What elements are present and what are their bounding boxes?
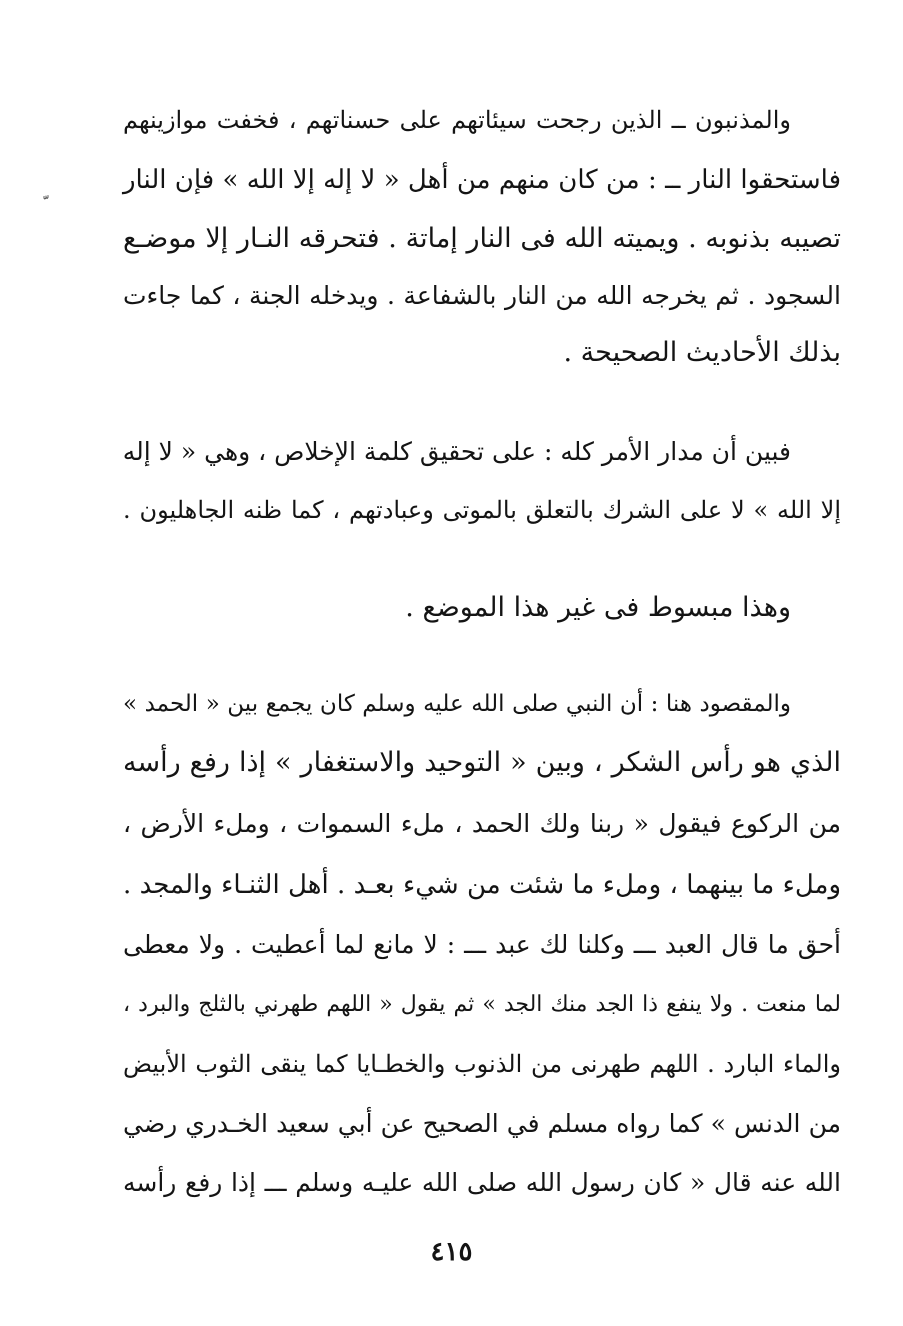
paragraph-2-line-2: إلا الله » لا على الشرك بالتعلق بالموتى وعبادتهم ، كما ظنه الجاهليون . — [123, 496, 841, 524]
paragraph-1-line-5: بذلك الأحاديث الصحيحة . — [563, 337, 841, 368]
paragraph-1-line-4: السجود . ثم يخرجه الله من النار بالشفاعة . ويدخله الجنة ، كما جاءت — [123, 281, 841, 310]
paragraph-4-line-4: وملء ما بينهما ، وملء ما شئت من شيء بعـد . أهل الثنـاء والمجد . — [123, 870, 841, 900]
paragraph-4-line-1: والمقصود هنا : أن النبي صلى الله عليه وسلم كان يجمع بين « الحمد » — [123, 691, 791, 717]
paragraph-4-line-9: الله عنه قال « كان رسول الله صلى الله عليـه وسلم ـــ إذا رفع رأسه — [123, 1168, 841, 1197]
paragraph-1-line-3: تصيبه بذنوبه . ويميته الله فى النار إماتة . فتحرقه النـار إلا موضـع — [123, 223, 841, 254]
paragraph-1-line-2: فاستحقوا النار ــ : من كان منهم من أهل « لا إله إلا الله » فإن النار — [123, 165, 841, 195]
paragraph-4-line-8: من الدنس » كما رواه مسلم في الصحيح عن أبي سعيد الخـدري رضي — [123, 1109, 841, 1138]
page-number: ٤١٥ — [430, 1237, 473, 1267]
paragraph-4-line-2: الذي هو رأس الشكر ، وبين « التوحيد والاستغفار » إذا رفع رأسه — [123, 747, 841, 778]
paragraph-1-line-1: والمذنبون ــ الذين رجحت سيئاتهم على حسناتهم ، فخفت موازينهم — [123, 106, 791, 134]
paragraph-4-line-5: أحق ما قال العبد ـــ وكلنا لك عبد ـــ : لا مانع لما أعطيت . ولا معطى — [123, 930, 841, 959]
paragraph-4-line-3: من الركوع فيقول « ربنا ولك الحمد ، ملء السموات ، وملء الأرض ، — [123, 809, 841, 838]
paragraph-2-line-1: فبين أن مدار الأمر كله : على تحقيق كلمة الإخلاص ، وهي « لا إله — [122, 437, 791, 466]
paragraph-3-line-1: وهذا مبسوط فى غير هذا الموضع . — [405, 592, 791, 623]
paragraph-4-line-7: والماء البارد . اللهم طهرنى من الذنوب والخطـايا كما ينقى الثوب الأبيض — [123, 1050, 841, 1078]
paragraph-4-line-6: لما منعت . ولا ينفع ذا الجد منك الجد » ثم يقول « اللهم طهرني بالثلج والبرد ، — [123, 992, 841, 1017]
